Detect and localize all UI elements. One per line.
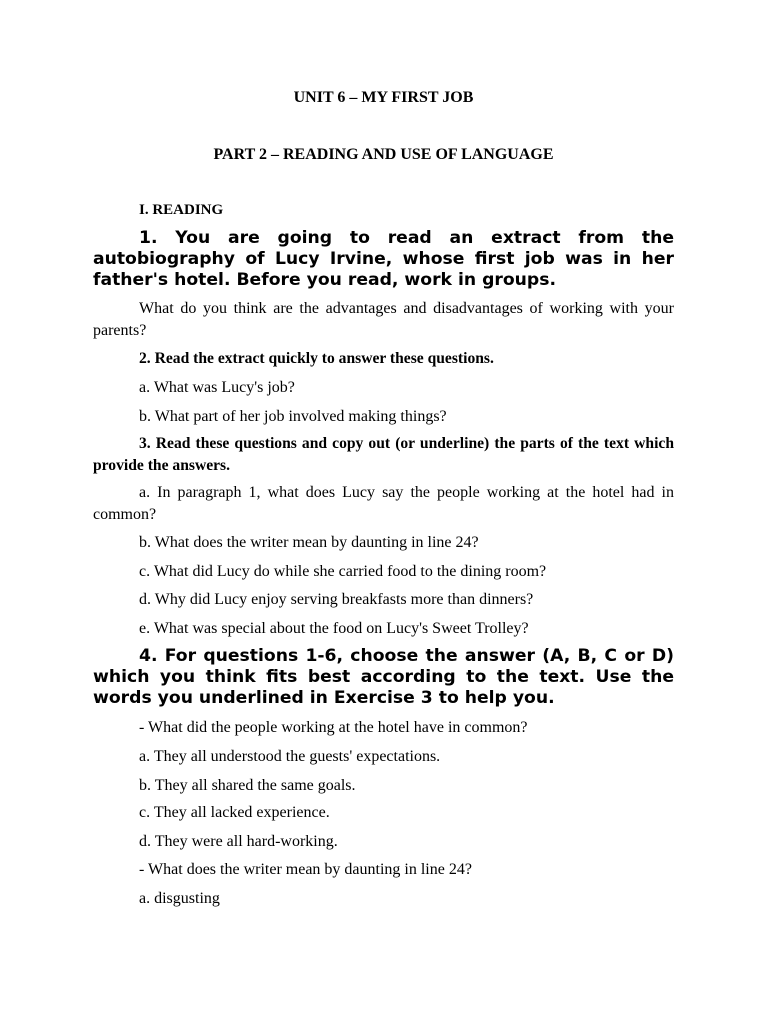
exercise-3-item: b. What does the writer mean by daunting in line 24? [139, 534, 479, 551]
exercise-4-question: - What did the people working at the hotel have in common? [139, 719, 528, 736]
exercise-2-instruction: 2. Read the extract quickly to answer these questions. [139, 350, 494, 367]
answer-option: b. They all shared the same goals. [139, 777, 356, 794]
exercise-3-item: a. In paragraph 1, what does Lucy say the people working at the hotel had in common? [93, 484, 674, 523]
answer-option: a. disgusting [139, 890, 220, 907]
unit-title: UNIT 6 – MY FIRST JOB [293, 89, 474, 106]
exercise-4-question: - What does the writer mean by daunting in line 24? [139, 861, 472, 878]
exercise-3-item: e. What was special about the food on Lucy's Sweet Trolley? [139, 620, 529, 637]
exercise-1-instruction: 1. You are going to read an extract from the autobiography of Lucy Irvine, whose first job was in her father's hotel. Before you read, work in groups. [93, 228, 674, 290]
exercise-3-item: c. What did Lucy do while she carried food to the dining room? [139, 563, 547, 580]
exercise-4-instruction: 4. For questions 1-6, choose the answer (A, B, C or D) which you think fits best according to the text. Use the words you underlined in Exercise 3 to help you. [93, 646, 674, 708]
section-heading: I. READING [139, 202, 224, 218]
part-title: PART 2 – READING AND USE OF LANGUAGE [213, 146, 554, 163]
answer-option: a. They all understood the guests' expectations. [139, 748, 441, 765]
answer-option: d. They were all hard-working. [139, 833, 338, 850]
exercise-3-instruction: 3. Read these questions and copy out (or underline) the parts of the text which provide the answers. [93, 435, 674, 474]
exercise-1-question: What do you think are the advantages and disadvantages of working with your parents? [93, 300, 674, 339]
answer-option: c. They all lacked experience. [139, 804, 330, 821]
exercise-2-item: b. What part of her job involved making things? [139, 408, 447, 425]
exercise-2-item: a. What was Lucy's job? [139, 379, 295, 396]
exercise-3-item: d. Why did Lucy enjoy serving breakfasts more than dinners? [139, 591, 534, 608]
